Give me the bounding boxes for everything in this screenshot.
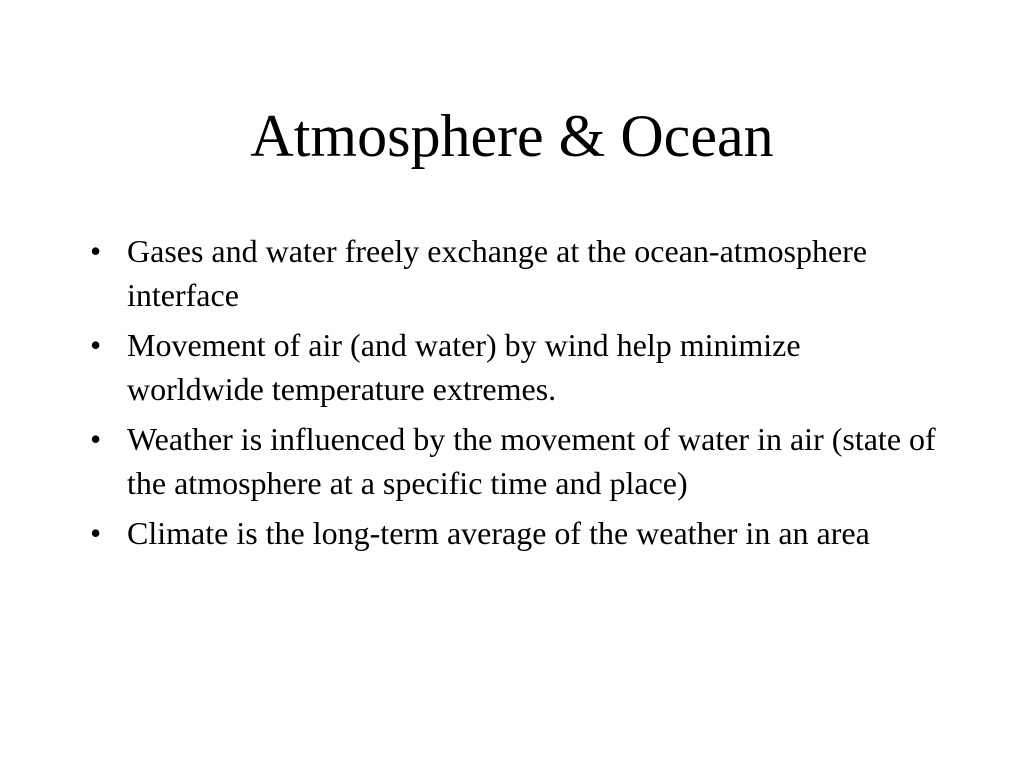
bullet-marker: • <box>90 515 102 551</box>
bullet-text: Climate is the long-term average of the weather in an area <box>127 515 870 551</box>
bullet-marker: • <box>90 421 102 457</box>
bullet-marker: • <box>90 327 102 363</box>
bullet-item <box>90 323 940 411</box>
slide-title: Atmosphere & Ocean <box>250 103 774 169</box>
bullet-item <box>90 417 940 505</box>
bullet-text: Gases and water freely exchange at the ocean-atmosphere interface <box>127 233 868 313</box>
bullet-item <box>90 229 940 317</box>
bullet-text: Weather is influenced by the movement of water in air (state of the atmosphere at a specific time and place) <box>127 421 936 501</box>
bullet-text: Movement of air (and water) by wind help minimize worldwide temperature extremes. <box>127 327 801 407</box>
bullet-marker: • <box>90 233 102 269</box>
bullet-item <box>90 511 940 555</box>
bullet-list <box>90 229 940 561</box>
